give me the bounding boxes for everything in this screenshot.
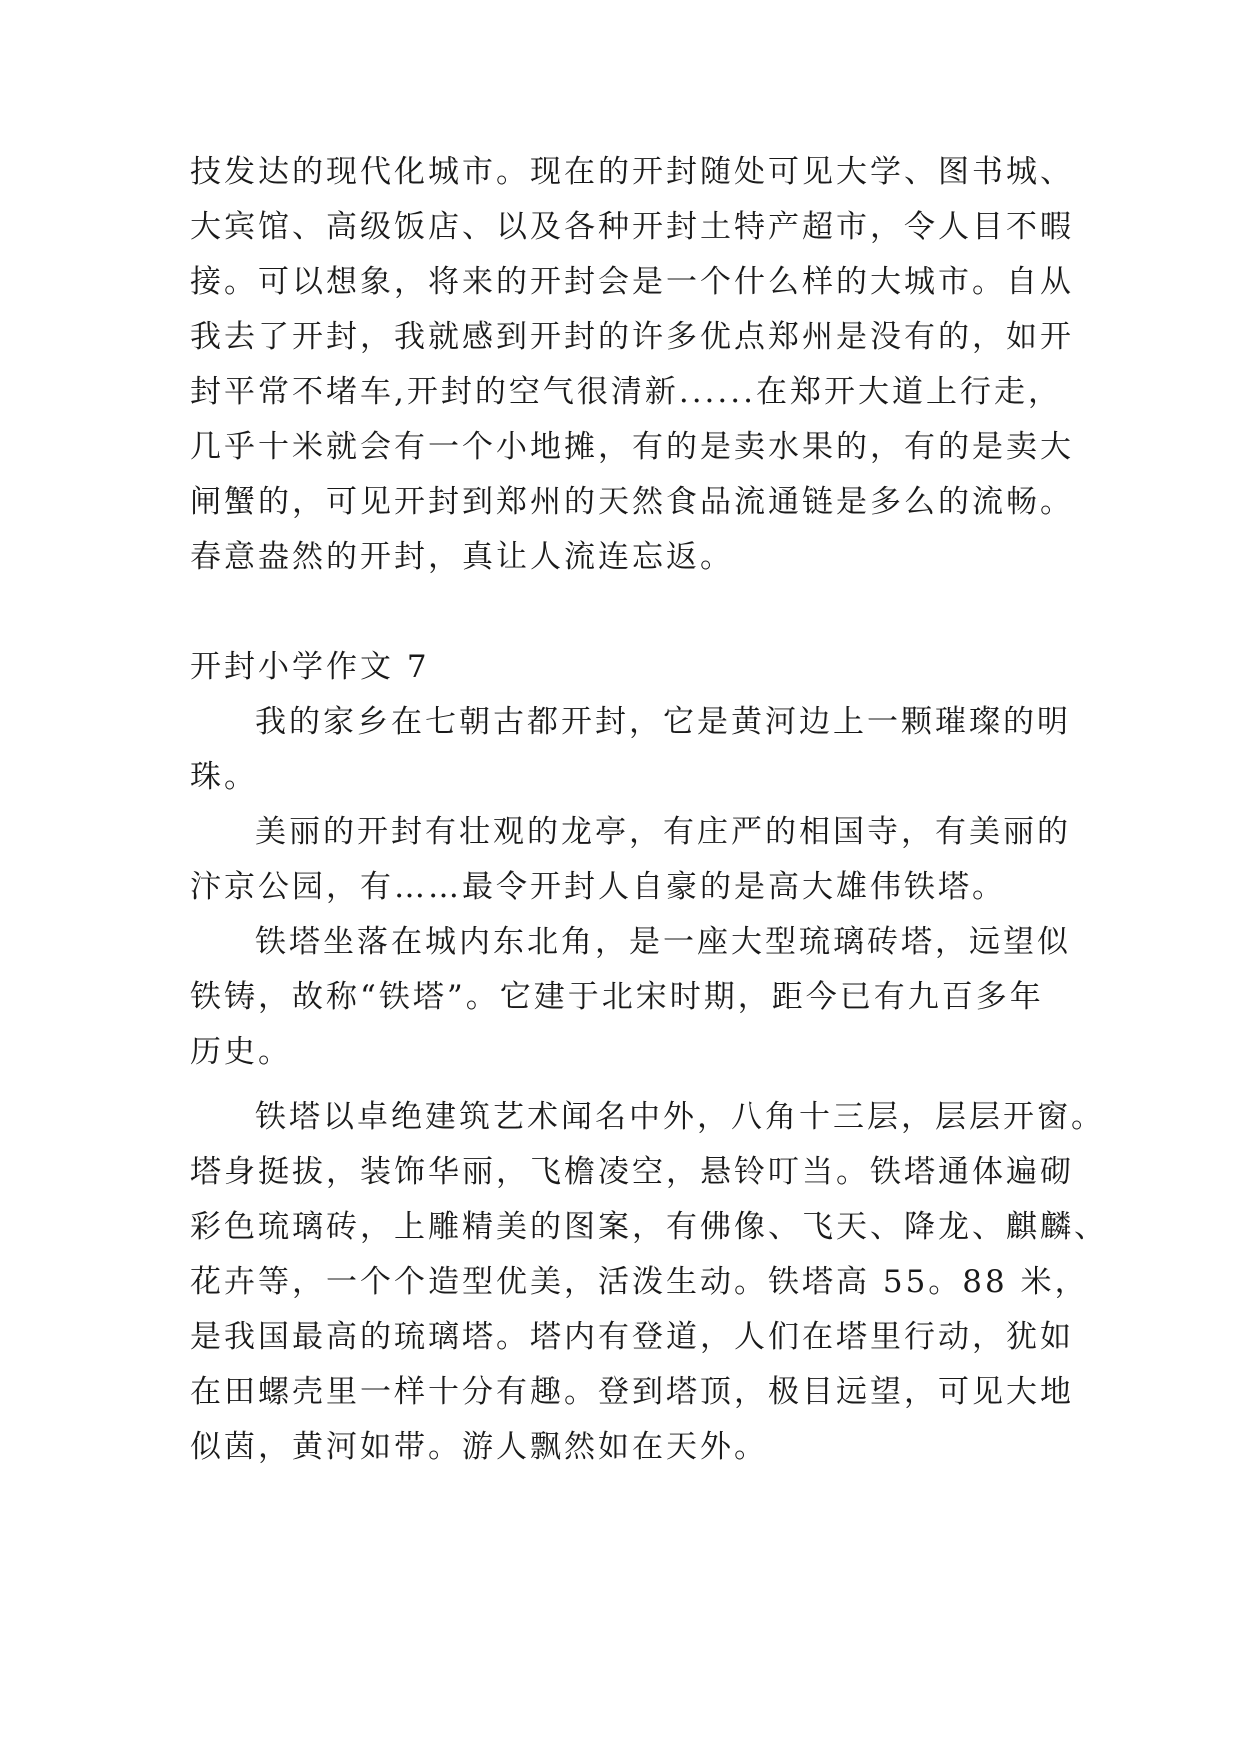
paragraph-2-line: 汴京公园，有……最令开封人自豪的是高大雄伟铁塔。 <box>190 869 1006 905</box>
paragraph-4-line: 铁塔以卓绝建筑艺术闻名中外，八角十三层，层层开窗。 <box>255 1099 1105 1135</box>
text-line: 闸蟹的，可见开封到郑州的天然食品流通链是多么的流畅。 <box>190 484 1074 520</box>
paragraph-3-line: 铁铸，故称“铁塔”。它建于北宋时期，距今已有九百多年 <box>190 979 1044 1015</box>
paragraph-4-line: 是我国最高的琉璃塔。塔内有登道，人们在塔里行动，犹如 <box>190 1319 1074 1355</box>
paragraph-3-line: 铁塔坐落在城内东北角，是一座大型琉璃砖塔，远望似 <box>255 924 1071 960</box>
text-line: 我去了开封，我就感到开封的许多优点郑州是没有的，如开 <box>190 319 1074 355</box>
text-line: 接。可以想象，将来的开封会是一个什么样的大城市。自从 <box>190 264 1074 300</box>
paragraph-2-line: 美丽的开封有壮观的龙亭，有庄严的相国寺，有美丽的 <box>255 814 1071 850</box>
text-line: 几乎十米就会有一个小地摊，有的是卖水果的，有的是卖大 <box>190 429 1074 465</box>
text-line: 封平常不堵车,开封的空气很清新......在郑开大道上行走， <box>190 374 1062 410</box>
paragraph-1-line: 珠。 <box>190 759 258 795</box>
paragraph-4-line: 在田螺壳里一样十分有趣。登到塔顶，极目远望，可见大地 <box>190 1374 1074 1410</box>
paragraph-4-line: 似茵，黄河如带。游人飘然如在天外。 <box>190 1429 768 1465</box>
text-line: 大宾馆、高级饭店、以及各种开封土特产超市，令人目不暇 <box>190 209 1074 245</box>
paragraph-3-line: 历史。 <box>190 1034 292 1070</box>
essay-title: 开封小学作文 7 <box>190 649 430 685</box>
text-line: 技发达的现代化城市。现在的开封随处可见大学、图书城、 <box>190 154 1074 190</box>
paragraph-4-line: 彩色琉璃砖，上雕精美的图案，有佛像、飞天、降龙、麒麟、 <box>190 1209 1108 1245</box>
paragraph-1-line: 我的家乡在七朝古都开封，它是黄河边上一颗璀璨的明 <box>255 704 1071 740</box>
paragraph-4-line: 花卉等，一个个造型优美，活泼生动。铁塔高 55。88 米， <box>190 1264 1089 1300</box>
text-line: 春意盎然的开封，真让人流连忘返。 <box>190 539 734 575</box>
paragraph-4-line: 塔身挺拔，装饰华丽，飞檐凌空，悬铃叮当。铁塔通体遍砌 <box>190 1154 1074 1190</box>
